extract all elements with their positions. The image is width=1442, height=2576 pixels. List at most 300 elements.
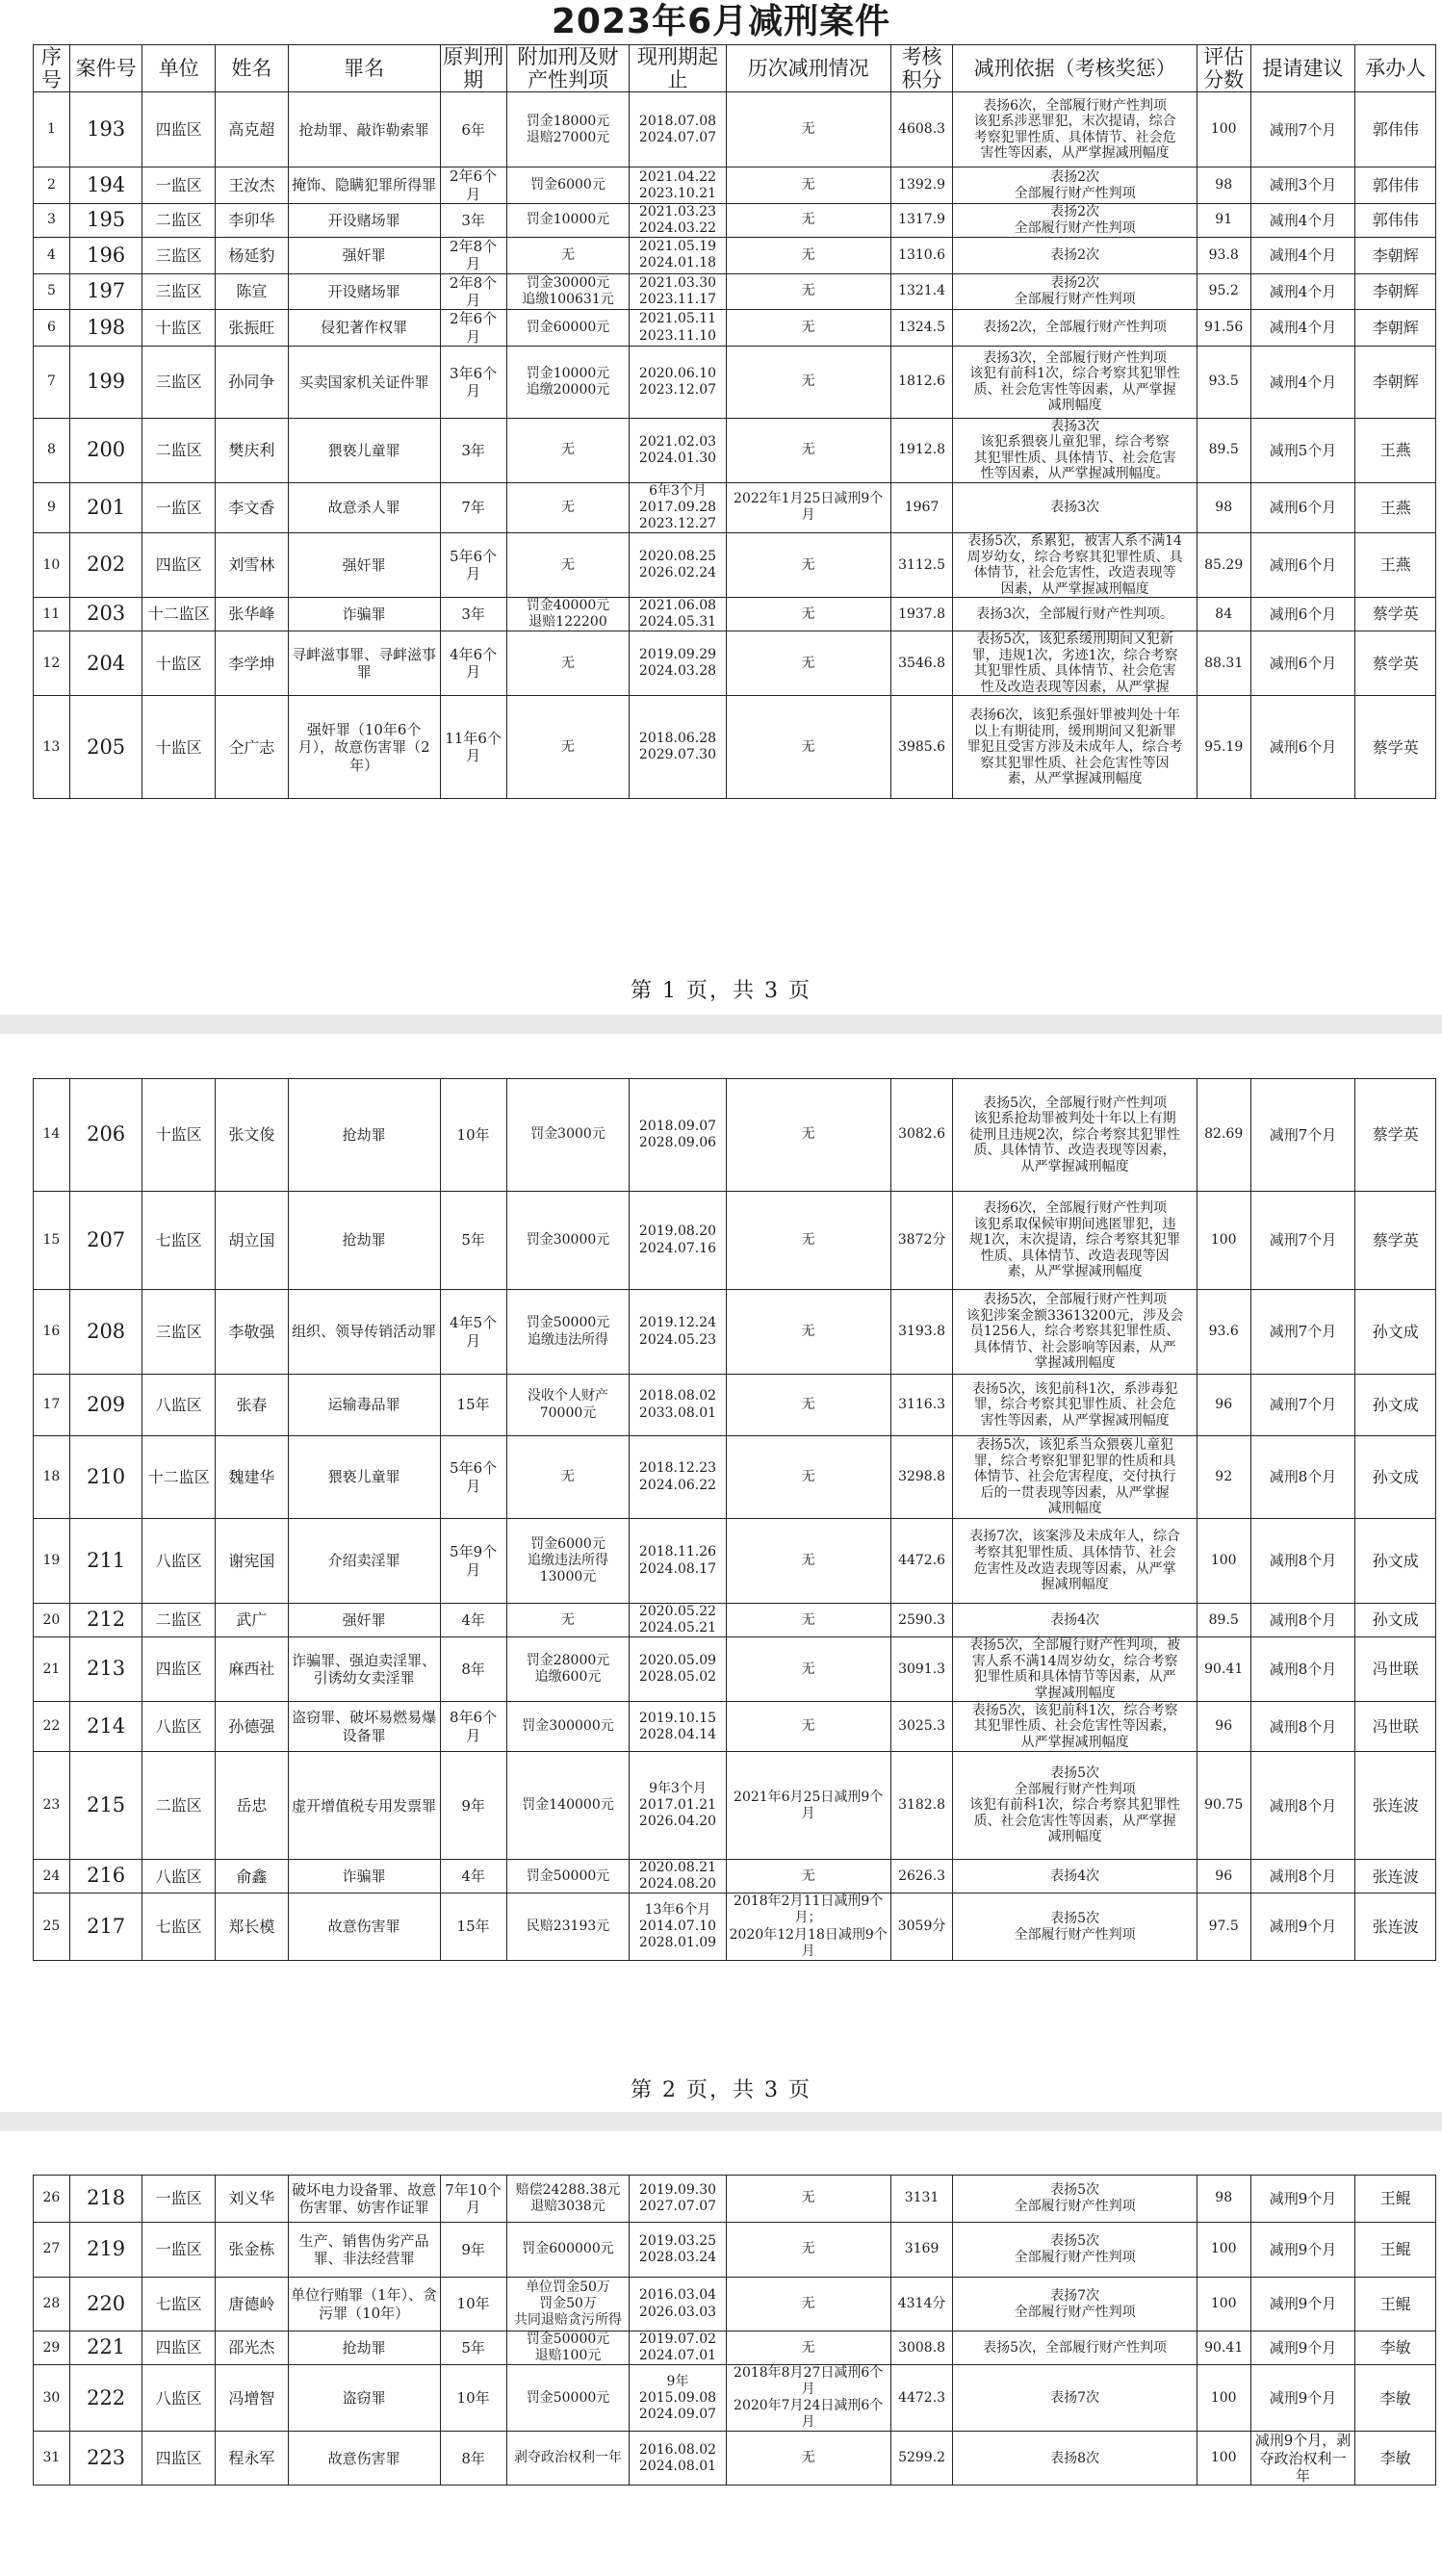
- cell-extra: 无: [506, 418, 630, 482]
- cell-term: 9年3个月 2017.01.21 2026.04.20: [630, 1752, 726, 1860]
- cell-basis: 表扬5次，该犯系当众猥亵儿童犯 罪，综合考察犯罪犯罪的性质和具 体情节、社会危害程度，交付执行 后的一贯表现等因素，从严掌握 减刑幅度: [953, 1436, 1197, 1519]
- cell-basis: 表扬5次，该犯前科1次，系涉毒犯 罪，综合考察其犯罪性质、社会危 害性等因素，从严掌握减刑幅度: [953, 1375, 1197, 1436]
- cell-handler: 孙文成: [1355, 1519, 1436, 1604]
- cell-handler: 张连波: [1355, 1752, 1436, 1860]
- cell-handler: 王鲲: [1355, 2176, 1436, 2223]
- cell-name: 麻西社: [216, 1637, 289, 1702]
- cell-extra: 民赔23193元: [506, 1893, 630, 1960]
- cell-term: 2018.12.23 2024.06.22: [630, 1436, 726, 1519]
- cell-crime: 诈骗罪: [288, 598, 440, 631]
- cell-score: 3116.3: [890, 1375, 953, 1436]
- cell-crime: 强奸罪: [288, 1604, 440, 1637]
- cell-eval: 95.2: [1197, 273, 1250, 310]
- cell-name: 冯增智: [216, 2365, 289, 2432]
- cell-suggest: 减刑9个月: [1250, 2331, 1355, 2365]
- cell-extra: 无: [506, 238, 630, 274]
- table-row: [34, 2223, 1436, 2278]
- cell-case: 198: [69, 310, 142, 347]
- cell-case: 209: [69, 1375, 142, 1436]
- cell-no: 21: [34, 1637, 70, 1702]
- cell-history: 无: [726, 2223, 890, 2278]
- cell-term: 2021.06.08 2024.05.31: [630, 598, 726, 631]
- cell-extra: 罚金50000元 追缴违法所得: [506, 1290, 630, 1375]
- cell-unit: 十二监区: [142, 598, 216, 631]
- column-header-name: 姓名: [216, 45, 289, 92]
- cell-term: 6年3个月 2017.09.28 2023.12.27: [630, 482, 726, 532]
- cell-basis: 表扬5次，系累犯，被害人系不满14 周岁幼女，综合考察其犯罪性质、具 体情节，社会危害性，改造表现等 因素，从严掌握减刑幅度: [953, 533, 1197, 598]
- cell-case: 210: [69, 1436, 142, 1519]
- cell-eval: 100: [1197, 2365, 1250, 2432]
- cell-basis: 表扬2次 全部履行财产性判项: [953, 167, 1197, 204]
- cell-no: 8: [34, 418, 70, 482]
- cell-case: 201: [69, 482, 142, 532]
- cell-eval: 98: [1197, 2176, 1250, 2223]
- table-row: [34, 2331, 1436, 2365]
- cell-history: 无: [726, 1860, 890, 1893]
- cell-unit: 八监区: [142, 1860, 216, 1893]
- cell-orig: 11年6个月: [440, 696, 506, 799]
- cell-basis: 表扬5次 全部履行财产性判项: [953, 1893, 1197, 1960]
- cell-score: 3131: [890, 2176, 953, 2223]
- cell-history: 无: [726, 1375, 890, 1436]
- cell-history: 无: [726, 310, 890, 347]
- cell-score: 1317.9: [890, 203, 953, 237]
- case-table-page-1: [33, 44, 1436, 799]
- cell-unit: 八监区: [142, 2365, 216, 2432]
- cell-basis: 表扬5次，该犯系缓刑期间又犯新 罪，违规1次，劣迹1次，综合考察 其犯罪性质、具体情节、社会危害 性及改造表现等因素，从严掌握: [953, 631, 1197, 696]
- cell-unit: 十监区: [142, 631, 216, 696]
- cell-case: 200: [69, 418, 142, 482]
- cell-case: 199: [69, 346, 142, 418]
- cell-no: 15: [34, 1192, 70, 1290]
- cell-history: 无: [726, 167, 890, 204]
- cell-handler: 张连波: [1355, 1893, 1436, 1960]
- cell-suggest: 减刑4个月: [1250, 310, 1355, 347]
- document-page-3: [0, 2131, 1442, 2576]
- cell-score: 3169: [890, 2223, 953, 2278]
- cell-suggest: 减刑8个月: [1250, 1752, 1355, 1860]
- cell-term: 2019.09.30 2027.07.07: [630, 2176, 726, 2223]
- cell-name: 程永军: [216, 2432, 289, 2486]
- table-row: [34, 1752, 1436, 1860]
- cell-history: 无: [726, 2331, 890, 2365]
- cell-handler: 蔡学英: [1355, 598, 1436, 631]
- cell-no: 28: [34, 2278, 70, 2331]
- cell-handler: 王鲲: [1355, 2278, 1436, 2331]
- cell-orig: 9年: [440, 2223, 506, 2278]
- cell-no: 1: [34, 92, 70, 167]
- cell-term: 2018.11.26 2024.08.17: [630, 1519, 726, 1604]
- cell-unit: 一监区: [142, 167, 216, 204]
- cell-extra: 罚金140000元: [506, 1752, 630, 1860]
- table-row: [34, 1893, 1436, 1960]
- column-header-suggest: 提请建议: [1250, 45, 1355, 92]
- cell-term: 2021.04.22 2023.10.21: [630, 167, 726, 204]
- cell-orig: 5年6个月: [440, 533, 506, 598]
- cell-eval: 85.29: [1197, 533, 1250, 598]
- cell-extra: 罚金60000元: [506, 310, 630, 347]
- cell-score: 3193.8: [890, 1290, 953, 1375]
- cell-no: 18: [34, 1436, 70, 1519]
- cell-basis: 表扬2次 全部履行财产性判项: [953, 203, 1197, 237]
- cell-orig: 2年8个月: [440, 273, 506, 310]
- case-table-page-3: [33, 2175, 1436, 2486]
- cell-basis: 表扬4次: [953, 1860, 1197, 1893]
- cell-term: 2019.08.20 2024.07.16: [630, 1192, 726, 1290]
- cell-term: 9年 2015.09.08 2024.09.07: [630, 2365, 726, 2432]
- cell-crime: 运输毒品罪: [288, 1375, 440, 1436]
- cell-crime: 抢劫罪: [288, 1192, 440, 1290]
- cell-extra: 无: [506, 533, 630, 598]
- cell-extra: 罚金600000元: [506, 2223, 630, 2278]
- cell-eval: 100: [1197, 2223, 1250, 2278]
- cell-handler: 蔡学英: [1355, 631, 1436, 696]
- cell-case: 218: [69, 2176, 142, 2223]
- cell-term: 2018.06.28 2029.07.30: [630, 696, 726, 799]
- cell-suggest: 减刑7个月: [1250, 92, 1355, 167]
- cell-handler: 王燕: [1355, 418, 1436, 482]
- cell-orig: 2年6个月: [440, 310, 506, 347]
- cell-extra: 罚金18000元 退赔27000元: [506, 92, 630, 167]
- cell-suggest: 减刑3个月: [1250, 167, 1355, 204]
- cell-name: 樊庆利: [216, 418, 289, 482]
- cell-score: 1967: [890, 482, 953, 532]
- cell-term: 2018.09.07 2028.09.06: [630, 1079, 726, 1192]
- cell-no: 4: [34, 238, 70, 274]
- cell-orig: 15年: [440, 1893, 506, 1960]
- cell-eval: 95.19: [1197, 696, 1250, 799]
- cell-eval: 100: [1197, 1192, 1250, 1290]
- cell-history: 2022年1月25日减刑9个月: [726, 482, 890, 532]
- cell-name: 张华峰: [216, 598, 289, 631]
- cell-unit: 三监区: [142, 1290, 216, 1375]
- cell-history: 无: [726, 598, 890, 631]
- cell-handler: 郭伟伟: [1355, 92, 1436, 167]
- cell-extra: 罚金10000元 追缴20000元: [506, 346, 630, 418]
- cell-eval: 91: [1197, 203, 1250, 237]
- cell-history: 无: [726, 2176, 890, 2223]
- cell-orig: 2年6个月: [440, 167, 506, 204]
- cell-basis: 表扬8次: [953, 2432, 1197, 2486]
- cell-score: 1321.4: [890, 273, 953, 310]
- cell-no: 24: [34, 1860, 70, 1893]
- cell-history: 无: [726, 696, 890, 799]
- cell-term: 2021.05.19 2024.01.18: [630, 238, 726, 274]
- table-row: [34, 1375, 1436, 1436]
- cell-score: 2590.3: [890, 1604, 953, 1637]
- cell-name: 张文俊: [216, 1079, 289, 1192]
- cell-eval: 96: [1197, 1860, 1250, 1893]
- cell-basis: 表扬6次，该犯系强奸罪被判处十年 以上有期徒刑，缓刑期间又犯新罪 罪犯且受害方涉及未成年人，综合考 察其犯罪性质、社会危害性等因 素，从严掌握减刑幅度: [953, 696, 1197, 799]
- cell-handler: 孙文成: [1355, 1436, 1436, 1519]
- cell-case: 196: [69, 238, 142, 274]
- cell-history: 无: [726, 1519, 890, 1604]
- cell-score: 3008.8: [890, 2331, 953, 2365]
- cell-history: 无: [726, 2432, 890, 2486]
- cell-score: 1912.8: [890, 418, 953, 482]
- cell-case: 204: [69, 631, 142, 696]
- column-header-history: 历次减刑情况: [726, 45, 890, 92]
- column-header-term: 现刑期起止: [630, 45, 726, 92]
- table-row: [34, 1860, 1436, 1893]
- cell-term: 2016.03.04 2026.03.03: [630, 2278, 726, 2331]
- cell-score: 4608.3: [890, 92, 953, 167]
- cell-handler: 孙文成: [1355, 1375, 1436, 1436]
- cell-suggest: 减刑8个月: [1250, 1436, 1355, 1519]
- cell-handler: 冯世联: [1355, 1702, 1436, 1752]
- cell-handler: 郭伟伟: [1355, 167, 1436, 204]
- column-header-extra: 附加刑及财产性判项: [506, 45, 630, 92]
- cell-name: 孙同争: [216, 346, 289, 418]
- cell-term: 2020.08.21 2024.08.20: [630, 1860, 726, 1893]
- cell-basis: 表扬5次 全部履行财产性判项 该犯有前科1次，综合考察其犯罪性 质、社会危害性等因素，从严掌握 减刑幅度: [953, 1752, 1197, 1860]
- cell-no: 31: [34, 2432, 70, 2486]
- cell-no: 16: [34, 1290, 70, 1375]
- cell-case: 214: [69, 1702, 142, 1752]
- cell-score: 1392.9: [890, 167, 953, 204]
- cell-term: 2019.07.02 2024.07.01: [630, 2331, 726, 2365]
- cell-unit: 二监区: [142, 203, 216, 237]
- column-header-eval: 评估分数: [1197, 45, 1250, 92]
- cell-history: 无: [726, 1702, 890, 1752]
- cell-suggest: 减刑9个月: [1250, 2365, 1355, 2432]
- cell-handler: 李敏: [1355, 2331, 1436, 2365]
- cell-basis: 表扬4次: [953, 1604, 1197, 1637]
- cell-no: 29: [34, 2331, 70, 2365]
- cell-unit: 十二监区: [142, 1436, 216, 1519]
- cell-case: 221: [69, 2331, 142, 2365]
- cell-score: 5299.2: [890, 2432, 953, 2486]
- cell-crime: 抢劫罪: [288, 2331, 440, 2365]
- cell-suggest: 减刑8个月: [1250, 1637, 1355, 1702]
- cell-eval: 90.75: [1197, 1752, 1250, 1860]
- cell-unit: 三监区: [142, 346, 216, 418]
- table-row: [34, 1192, 1436, 1290]
- cell-score: 3091.3: [890, 1637, 953, 1702]
- cell-unit: 八监区: [142, 1702, 216, 1752]
- cell-orig: 4年5个月: [440, 1290, 506, 1375]
- cell-basis: 表扬5次 全部履行财产性判项: [953, 2176, 1197, 2223]
- cell-crime: 盗窃罪: [288, 2365, 440, 2432]
- cell-crime: 强奸罪: [288, 238, 440, 274]
- cell-eval: 90.41: [1197, 2331, 1250, 2365]
- table-row: [34, 1604, 1436, 1637]
- cell-case: 202: [69, 533, 142, 598]
- cell-name: 仝广志: [216, 696, 289, 799]
- cell-eval: 100: [1197, 2432, 1250, 2486]
- cell-name: 张振旺: [216, 310, 289, 347]
- cell-unit: 七监区: [142, 2278, 216, 2331]
- column-header-crime: 罪名: [288, 45, 440, 92]
- cell-suggest: 减刑6个月: [1250, 533, 1355, 598]
- cell-no: 25: [34, 1893, 70, 1960]
- table-row: [34, 346, 1436, 418]
- cell-suggest: 减刑4个月: [1250, 273, 1355, 310]
- cell-extra: 无: [506, 1604, 630, 1637]
- cell-basis: 表扬3次，全部履行财产性判项。: [953, 598, 1197, 631]
- cell-handler: 王鲲: [1355, 2223, 1436, 2278]
- cell-basis: 表扬5次，全部履行财产性判项 该犯系抢劫罪被判处十年以上有期 徒刑且违规2次，综合考察其犯罪性 质、具体情节、改造表现等因素， 从严掌握减刑幅度: [953, 1079, 1197, 1192]
- cell-orig: 5年6个月: [440, 1436, 506, 1519]
- cell-history: 无: [726, 1192, 890, 1290]
- cell-basis: 表扬5次，全部履行财产性判项 该犯涉案金额33613200元，涉及会 员1256人，综合考察其犯罪性质、 具体情节、社会影响等因素，从严 掌握减刑幅度: [953, 1290, 1197, 1375]
- cell-extra: 罚金28000元 追缴600元: [506, 1637, 630, 1702]
- cell-crime: 故意伤害罪: [288, 2432, 440, 2486]
- cell-extra: 剥夺政治权利一年: [506, 2432, 630, 2486]
- column-header-handler: 承办人: [1355, 45, 1436, 92]
- cell-unit: 四监区: [142, 2432, 216, 2486]
- cell-unit: 七监区: [142, 1192, 216, 1290]
- cell-score: 3025.3: [890, 1702, 953, 1752]
- cell-unit: 四监区: [142, 533, 216, 598]
- cell-orig: 7年: [440, 482, 506, 532]
- cell-no: 3: [34, 203, 70, 237]
- cell-basis: 表扬3次，全部履行财产性判项 该犯有前科1次，综合考察其犯罪性 质、社会危害性等因素，从严掌握 减刑幅度: [953, 346, 1197, 418]
- cell-eval: 98: [1197, 167, 1250, 204]
- cell-no: 11: [34, 598, 70, 631]
- cell-term: 2019.12.24 2024.05.23: [630, 1290, 726, 1375]
- cell-extra: 罚金10000元: [506, 203, 630, 237]
- cell-name: 胡立国: [216, 1192, 289, 1290]
- cell-handler: 蔡学英: [1355, 1079, 1436, 1192]
- cell-extra: 没收个人财产 70000元: [506, 1375, 630, 1436]
- cell-history: 无: [726, 1604, 890, 1637]
- case-table-page-2: [33, 1078, 1436, 1961]
- cell-handler: 蔡学英: [1355, 696, 1436, 799]
- cell-unit: 一监区: [142, 482, 216, 532]
- cell-term: 2019.03.25 2028.03.24: [630, 2223, 726, 2278]
- cell-extra: 罚金50000元 退赔100元: [506, 2331, 630, 2365]
- cell-case: 222: [69, 2365, 142, 2432]
- cell-basis: 表扬3次 该犯系猥亵儿童犯罪，综合考察 其犯罪性质、具体情节、社会危害 性等因素，从严掌握减刑幅度。: [953, 418, 1197, 482]
- cell-extra: 罚金6000元 追缴违法所得 13000元: [506, 1519, 630, 1604]
- cell-name: 魏建华: [216, 1436, 289, 1519]
- cell-history: 2018年2月11日减刑9个月； 2020年12月18日减刑9个月: [726, 1893, 890, 1960]
- cell-unit: 四监区: [142, 2331, 216, 2365]
- cell-crime: 抢劫罪、敲诈勒索罪: [288, 92, 440, 167]
- cell-score: 3298.8: [890, 1436, 953, 1519]
- cell-basis: 表扬7次，该案涉及未成年人，综合 考察其犯罪性质、具体情节、社会 危害性及改造表现等因素，从严掌 握减刑幅度: [953, 1519, 1197, 1604]
- cell-crime: 虚开增值税专用发票罪: [288, 1752, 440, 1860]
- cell-handler: 李敏: [1355, 2432, 1436, 2486]
- table-row: [34, 696, 1436, 799]
- cell-name: 俞鑫: [216, 1860, 289, 1893]
- column-header-basis: 减刑依据（考核奖惩）: [953, 45, 1197, 92]
- column-header-score: 考核积分: [890, 45, 953, 92]
- cell-handler: 李朝辉: [1355, 310, 1436, 347]
- cell-orig: 8年: [440, 2432, 506, 2486]
- cell-term: 2020.05.09 2028.05.02: [630, 1637, 726, 1702]
- cell-eval: 93.6: [1197, 1290, 1250, 1375]
- cell-score: 1324.5: [890, 310, 953, 347]
- cell-handler: 冯世联: [1355, 1637, 1436, 1702]
- cell-name: 邵光杰: [216, 2331, 289, 2365]
- cell-term: 2020.08.25 2026.02.24: [630, 533, 726, 598]
- cell-crime: 单位行贿罪（1年）、贪污罪（10年）: [288, 2278, 440, 2331]
- cell-suggest: 减刑9个月，剥夺政治权利一年: [1250, 2432, 1355, 2486]
- cell-name: 刘雪林: [216, 533, 289, 598]
- cell-basis: 表扬5次，该犯前科1次，综合考察 其犯罪性质、社会危害性等因素， 从严掌握减刑幅度: [953, 1702, 1197, 1752]
- cell-handler: 孙文成: [1355, 1604, 1436, 1637]
- cell-orig: 7年10个月: [440, 2176, 506, 2223]
- cell-extra: 罚金30000元: [506, 1192, 630, 1290]
- cell-no: 12: [34, 631, 70, 696]
- cell-extra: 罚金50000元: [506, 2365, 630, 2432]
- cell-unit: 十监区: [142, 310, 216, 347]
- cell-suggest: 减刑6个月: [1250, 482, 1355, 532]
- cell-unit: 十监区: [142, 696, 216, 799]
- cell-score: 4314分: [890, 2278, 953, 2331]
- cell-basis: 表扬2次，全部履行财产性判项: [953, 310, 1197, 347]
- cell-no: 17: [34, 1375, 70, 1436]
- cell-history: 无: [726, 1436, 890, 1519]
- cell-no: 10: [34, 533, 70, 598]
- cell-extra: 罚金30000元 追缴100631元: [506, 273, 630, 310]
- cell-crime: 故意杀人罪: [288, 482, 440, 532]
- cell-case: 215: [69, 1752, 142, 1860]
- cell-basis: 表扬5次，全部履行财产性判项: [953, 2331, 1197, 2365]
- cell-unit: 八监区: [142, 1375, 216, 1436]
- cell-case: 197: [69, 273, 142, 310]
- cell-no: 19: [34, 1519, 70, 1604]
- cell-suggest: 减刑7个月: [1250, 1079, 1355, 1192]
- cell-extra: 罚金40000元 退赔122200: [506, 598, 630, 631]
- cell-no: 13: [34, 696, 70, 799]
- cell-no: 20: [34, 1604, 70, 1637]
- cell-history: 无: [726, 203, 890, 237]
- cell-name: 杨延豹: [216, 238, 289, 274]
- cell-unit: 七监区: [142, 1893, 216, 1960]
- cell-basis: 表扬6次，全部履行财产性判项 该犯系涉恶罪犯，末次提请，综合 考察犯罪性质、具体情节、社会危 害性等因素，从严掌握减刑幅度: [953, 92, 1197, 167]
- cell-history: 无: [726, 1079, 890, 1192]
- cell-basis: 表扬5次 全部履行财产性判项: [953, 2223, 1197, 2278]
- cell-suggest: 减刑5个月: [1250, 418, 1355, 482]
- cell-eval: 97.5: [1197, 1893, 1250, 1960]
- cell-orig: 8年6个月: [440, 1702, 506, 1752]
- cell-unit: 一监区: [142, 2176, 216, 2223]
- cell-no: 30: [34, 2365, 70, 2432]
- table-row: [34, 1519, 1436, 1604]
- table-header-row: [34, 45, 1436, 92]
- cell-case: 211: [69, 1519, 142, 1604]
- cell-term: 2021.03.30 2023.11.17: [630, 273, 726, 310]
- cell-case: 193: [69, 92, 142, 167]
- cell-crime: 生产、销售伪劣产品罪、非法经营罪: [288, 2223, 440, 2278]
- cell-extra: 单位罚金50万 罚金50万 共同退赔贪污所得: [506, 2278, 630, 2331]
- cell-name: 岳忠: [216, 1752, 289, 1860]
- cell-term: 2021.02.03 2024.01.30: [630, 418, 726, 482]
- cell-eval: 100: [1197, 92, 1250, 167]
- table-row: [34, 2176, 1436, 2223]
- cell-suggest: 减刑6个月: [1250, 598, 1355, 631]
- cell-eval: 96: [1197, 1702, 1250, 1752]
- cell-crime: 强奸罪: [288, 533, 440, 598]
- cell-name: 李敬强: [216, 1290, 289, 1375]
- cell-basis: 表扬6次，全部履行财产性判项 该犯系取保候审期间逃匿罪犯，违 规1次，末次提请，综合考察其犯罪 性质、具体情节、改造表现等因 素，从严掌握减刑幅度: [953, 1192, 1197, 1290]
- cell-case: 194: [69, 167, 142, 204]
- cell-eval: 89.5: [1197, 1604, 1250, 1637]
- cell-term: 2021.03.23 2024.03.22: [630, 203, 726, 237]
- cell-extra: 无: [506, 1436, 630, 1519]
- cell-history: 无: [726, 92, 890, 167]
- cell-unit: 十监区: [142, 1079, 216, 1192]
- cell-score: 3082.6: [890, 1079, 953, 1192]
- cell-extra: 赔偿24288.38元 退赔3038元: [506, 2176, 630, 2223]
- cell-unit: 一监区: [142, 2223, 216, 2278]
- cell-orig: 5年: [440, 1192, 506, 1290]
- table-row: [34, 92, 1436, 167]
- cell-basis: 表扬7次 全部履行财产性判项: [953, 2278, 1197, 2331]
